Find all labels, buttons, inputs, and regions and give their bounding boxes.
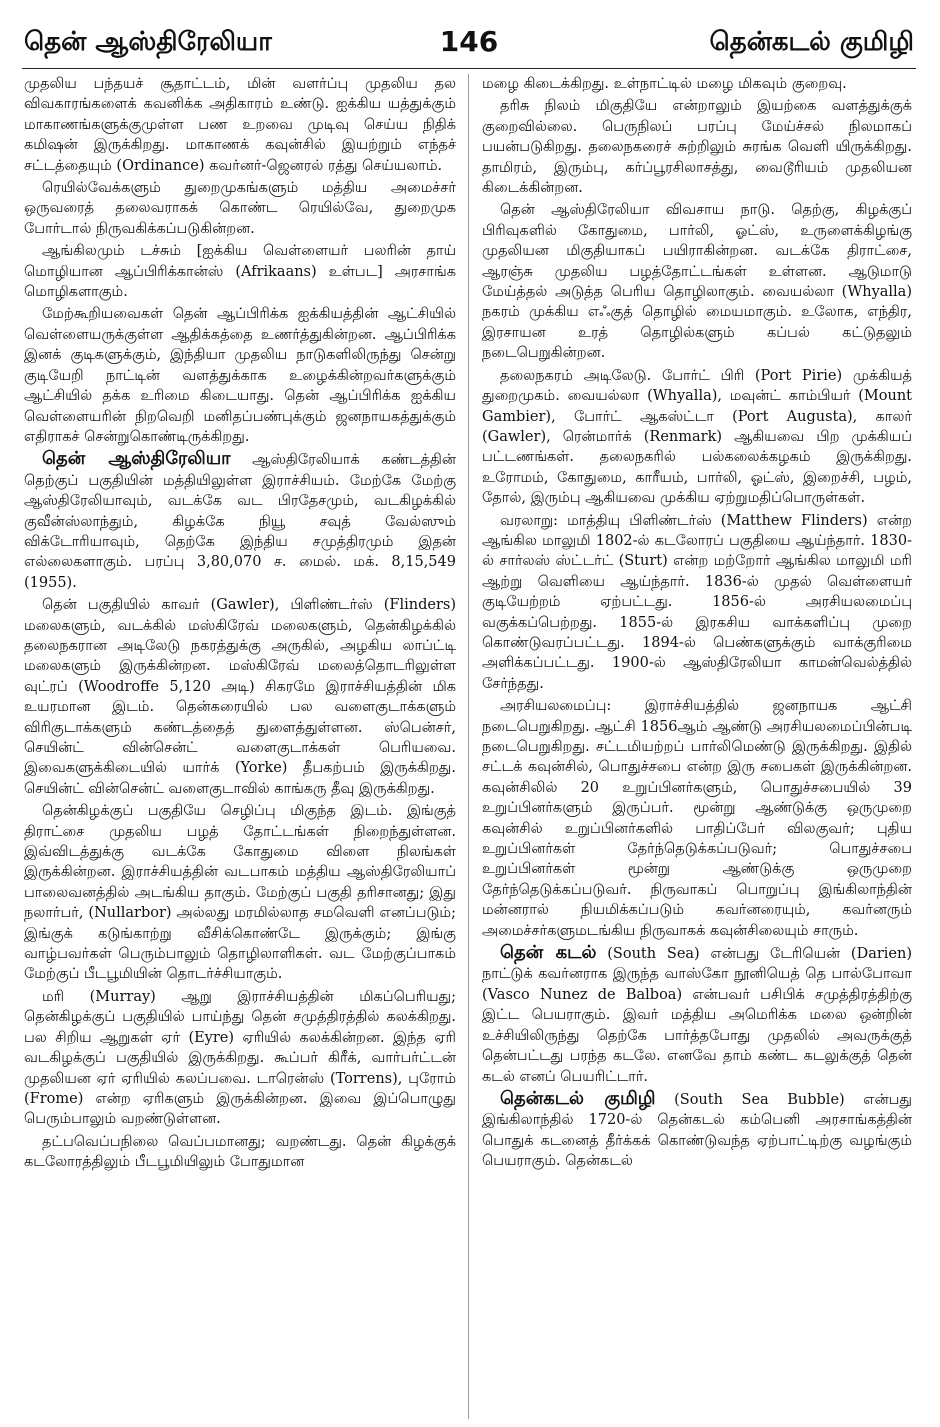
page-header — [24, 22, 914, 62]
paragraph: தட்பவெப்பநிலை வெப்பமானது; வறண்டது. தென் கிழக்குக் கடலோரத்திலும் பீடபூமியிலும் போதுமான — [24, 1133, 456, 1171]
paragraph: தென்கிழக்குப் பகுதியே செழிப்பு மிகுந்த இடம். இங்குத் திராட்சை முதலிய பழத் தோட்டங்கள் நிறைந்துள்ளன. இவ்விடத்துக்கு வடக்கே கோதுமை விளை நிலங்கள் இருக்கின்றன. இராச்சியத்தின் வடபாகம் மத்திய ஆஸ்திரேலியாப் பாலைவனத்தில் அடங்கிய தாகும். மேற்குப் பகுதி தரிசானது; இது நலார்பர், (Nullarbor) அல்லது மரமில்லாத சமவெளி எனப்படும்; இங்குக் கடுங்காற்று வீசிக்கொண்டே இருக்கும்; இங்கு வாழ்பவர்கள் பெரும்பாலும் தொழிலாளிகள். வட மேற்குப்பாகம் மேற்குப் பீடபூமியின் தொடர்ச்சியாகும். — [24, 803, 456, 983]
page-number: 146 — [439, 25, 499, 58]
left-column — [24, 74, 456, 1423]
entry-text: (South Sea Bubble) என்பது இங்கிலாந்தில் 1720-ல் தென்கடல் கம்பெனி அரசாங்கத்தின் பொதுக் கடனைத் தீர்க்கக் கொண்டுவந்த ஏற்பாட்டிற்கு வழங்கும் பெயராகும். தென்கடல் — [482, 1091, 912, 1170]
paragraph: வரலாறு: மாத்தியு பிளிண்டர்ஸ் (Matthew Flinders) என்ற ஆங்கில மாலுமி 1802-ல் கடலோரப் பகுதியை ஆய்ந்தார். 1830-ல் சார்லஸ் ஸ்ட்டர்ட் (Sturt) என்ற மற்றோர் ஆங்கில மாலுமி மரி ஆற்று வெளியை ஆய்ந்தார். 1836-ல் முதல் வெள்ளையர் குடியேற்றம் ஏற்பட்டது. 1856-ல் அரசியலமைப்பு வகுக்கப்பெற்றது. 1855-ல் இரகசிய வாக்களிப்பு முறை கொண்டுவரப்பட்டது. 1894-ல் பெண்களுக்கும் வாக்குரிமை அளிக்கப்பட்டது. 1900-ல் ஆஸ்திரேலியா காமன்வெல்த்தில் சேர்ந்தது. — [482, 512, 912, 692]
paragraph: ஆங்கிலமும் டச்சும் [ஐக்கிய வெள்ளையர் பலரின் தாய் மொழியான ஆப்பிரிக்கான்ஸ் (Afrikaans) உள்பட] அரசாங்க மொழிகளாகும். — [24, 243, 456, 301]
column-divider — [468, 74, 469, 1419]
paragraph: தென் ஆஸ்திரேலியா விவசாய நாடு. தெற்கு, கிழக்குப் பிரிவுகளில் கோதுமை, பார்லி, ஓட்ஸ், உருளைக்கிழங்கு முதலியன மிகுதியாகப் பயிராகின்றன. வடக்கே திராட்சை, ஆரஞ்சு முதலிய பழத்தோட்டங்கள் உள்ளன. ஆடுமாடு மேய்த்தல் அடுத்த பெரிய தொழிலாகும். வையல்லா (Whyalla) நகரம் முக்கிய எஃகுத் தொழில் மையமாகும். உலோக, எந்திர, இரசாயன உரத் தொழில்களும் கப்பல் கட்டுதலும் நடைபெறுகின்றன. — [482, 202, 912, 362]
paragraph: மேற்கூறியவைகள் தென் ஆப்பிரிக்க ஐக்கியத்தின் ஆட்சியில் வெள்ளையருக்குள்ள ஆதிக்கத்தை உணர்த்துகின்றன. ஆப்பிரிக்க இனக் குடிகளுக்கும், இந்தியா முதலிய நாடுகளிலிருந்து சென்று குடியேறி நாட்டின் வளத்துக்காக உழைக்கின்றவர்களுக்கும் ஆட்சியில் தக்க உரிமை கிடையாது. தென் ஆப்பிரிக்க ஐக்கிய வெள்ளையரின் நிறவெறி மனிதப்பண்புக்கும் ஜனநாயகத்துக்கும் எதிராகச் சென்றுகொண்டிருக்கிறது. — [24, 306, 456, 445]
paragraph: மழை கிடைக்கிறது. உள்நாட்டில் மழை மிகவும் குறைவு. — [482, 76, 847, 92]
paragraph: அரசியலமைப்பு: இராச்சியத்தில் ஜனநாயக ஆட்சி நடைபெறுகிறது. ஆட்சி 1856ஆம் ஆண்டு அரசியலமைப்பின்படி நடைபெறுகிறது. சட்டமியற்றப் பார்லிமெண்டு இருக்கிறது. இதில் சட்டக் கவுன்சில், பொதுச்சபை என்ற இரு சபைகள் இருக்கின்றன. கவுன்சிலில் 20 உறுப்பினர்களும், பொதுச்சபையில் 39 உறுப்பினர்களும் இருப்பர். மூன்று ஆண்டுக்கு ஒருமுறை கவுன்சில் உறுப்பினர்களில் பாதிப்பேர் விலகுவர்; புதிய உறுப்பினர்கள் தேர்ந்தெடுக்கப்படுவர்; பொதுச்சபை உறுப்பினர்கள் மூன்று ஆண்டுக்கு ஒருமுறை தேர்ந்தெடுக்கப்படுவர். நிருவாகப் பொறுப்பு இங்கிலாந்தின் மன்னரால் நியமிக்கப்படும் கவர்னரையும், கவர்னரும் அமைச்சர்களுமடங்கிய நிருவாகக் கவுன்சிலையும் சாரும். — [482, 698, 912, 939]
entry-text: ஆஸ்திரேலியாக் கண்டத்தின் தெற்குப் பகுதியின் மத்தியிலுள்ள இராச்சியம். மேற்கே மேற்கு ஆஸ்திரேலியாவும், வடக்கே வட பிரதேசமும், வடகிழக்கில் குவீன்ஸ்லாந்தும், கிழக்கே நியூ சவுத் வேல்ஸும் விக்டோரியாவும், தெற்கே இந்திய சமுத்திரமும் இதன் எல்லைகளாகும். பரப்பு 3,80,070 ச. மைல். மக். 8,15,549 (1955). — [24, 452, 456, 591]
entry-heading: தென்கடல் குமிழி — [500, 1087, 656, 1109]
right-column — [482, 74, 912, 1423]
running-head-right: தென்கடல் குமிழி — [709, 27, 914, 57]
paragraph: முதலிய பந்தயச் சூதாட்டம், மின் வளர்ப்பு முதலிய தல விவகாரங்களைக் கவனிக்க அதிகாரம் உண்டு. ஐக்கிய யத்துக்கும் மாகாணங்களுக்குமுள்ள பண உறவை முடிவு செய்ய நிதிக் கமிஷன் இருக்கிறது. மாகாணக் கவுன்சில் இயற்றும் எந்தச் சட்டத்தையும் (Ordinance) கவர்னர்-ஜெனரல் ரத்து செய்யலாம். — [24, 76, 456, 174]
entry-paragraph — [24, 449, 456, 593]
header-rule — [22, 68, 916, 69]
paragraph: தலைநகரம் அடிலேடு. போர்ட் பிரி (Port Pirie) முக்கியத் துறைமுகம். வையல்லா (Whyalla), மவுன்ட் காம்பியர் (Mount Gambier), போர்ட் ஆகஸ்ட்டா (Port Augusta), காலர் (Gawler), ரென்மார்க் (Renmark) ஆகியவை பிற முக்கியப் பட்டணங்கள். தலைநகரில் பல்கலைக்கழகம் இருக்கிறது. உரோமம், கோதுமை, காரீயம், பார்லி, ஓட்ஸ், இறைச்சி, பழம், தோல், இரும்பு ஆகியவை முக்கிய ஏற்றுமதிப்பொருள்கள். — [482, 367, 912, 507]
paragraph: மரி (Murray) ஆறு இராச்சியத்தின் மிகப்பெரியது; தென்கிழக்குப் பகுதியில் பாய்ந்து தென் சமுத்திரத்தில் கலக்கிறது. பல சிறிய ஆறுகள் ஏர் (Eyre) ஏரியில் கலக்கின்றன. இந்த ஏரி வடகிழக்குப் பகுதியில் இருக்கிறது. கூப்பர் கிரீக், வார்பர்ட்டன் முதலியன ஏர் ஏரியில் கலப்பவை. டாரென்ஸ் (Torrens), புரோம் (Frome) என்ற ஏரிகளும் இருக்கின்றன. இவை இப்பொழுது பெரும்பாலும் வறண்டுள்ளன. — [24, 988, 456, 1128]
entry-paragraph — [482, 1089, 912, 1172]
entry-heading: தென் ஆஸ்திரேலியா — [42, 448, 231, 470]
paragraph: தென் பகுதியில் காவர் (Gawler), பிளிண்டர்ஸ் (Flinders) மலைகளும், வடக்கில் மஸ்கிரேவ் மலைகளும், தென்கிழக்கில் தலைநகரான அடிலேடு நகரத்துக்கு அருகில், அழகிய லாப்ட்டி மலைகளும் இருக்கின்றன. மஸ்கிரேவ் மலைத்தொடரிலுள்ள வுட்ரப் (Woodroffe 5,120 அடி) சிகரமே இராச்சியத்தின் மிக உயரமான இடம். தென்கரையில் பல வளைகுடாக்களும் விரிகுடாக்களும் கண்டத்தைத் துளைத்துள்ளன. ஸ்பென்சர், செயின்ட் வின்சென்ட் வளைகுடாக்கள் பெரியவை. இவைகளுக்கிடையில் யார்க் (Yorke) தீபகற்பம் இருக்கிறது. செயின்ட் வின்சென்ட் வளைகுடாவில் காங்கரு தீவு இருக்கிறது. — [24, 597, 456, 797]
entry-paragraph — [482, 943, 912, 1087]
entry-text: (South Sea) என்பது டேரியென் (Darien) நாட்டுக் கவர்னராக இருந்த வாஸ்கோ நூனியெத் தெ பால்போவா (Vasco Nunez de Balboa) என்பவர் பசிபிக் சமுத்திரத்திற்கு இட்ட பெயராகும். இவர் மத்திய அமெரிக்க மலை ஒன்றின் உச்சியிலிருந்து தெற்கே பார்த்தபோது முதலில் அவருக்குத் தென்பட்டது பரந்த கடலே. எனவே தாம் கண்ட கடலுக்குத் தென் கடல் எனப் பெயரிட்டார். — [482, 946, 912, 1085]
paragraph: தரிசு நிலம் மிகுதியே என்றாலும் இயற்கை வளத்துக்குக் குறைவில்லை. பெருநிலப் பரப்பு மேய்ச்சல் நிலமாகப் பயன்படுகிறது. தலைநகரைச் சுற்றிலும் சுரங்க வெளி யிருக்கிறது. தாமிரம், இரும்பு, கர்ப்பூரசிலாசத்து, வைடூரியம் முதலியன கிடைக்கின்றன. — [482, 98, 912, 197]
paragraph: ரெயில்வேக்களும் துறைமுகங்களும் மத்திய அமைச்சர் ஒருவரைத் தலைவராகக் கொண்ட ரெயில்வே, துறைமுக போர்டால் நிருவகிக்கப்படுகின்றன. — [24, 180, 456, 237]
running-head-left: தென் ஆஸ்திரேலியா — [24, 27, 272, 57]
entry-heading: தென் கடல் — [500, 942, 597, 964]
